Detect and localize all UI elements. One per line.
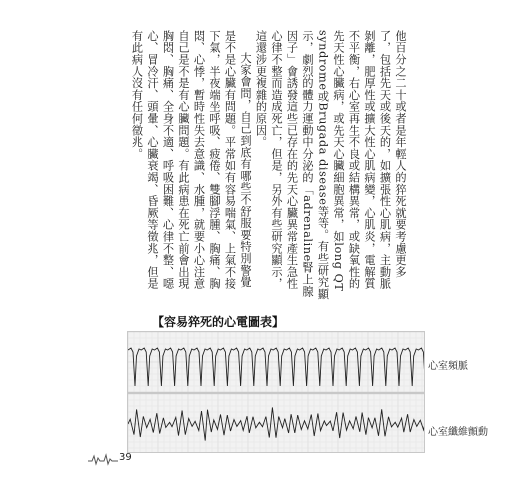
ecg-strip-vf-label: 心室纖維顫動 [428,427,488,438]
paragraph-2: 大家會問，自己到底有哪些不舒服要特別警覺是不是心臟有問題。平常如有容易喘氣、上氣不接下氣，半夜端坐呼吸、疲倦、雙腳浮腫、胸痛、胸悶、心悸，暫時性失去意識、水腫，就要小心注意自己是不是有心臟問題。有此病患在死亡前會出現胸悶、胸痛、全身不適、呼吸困難、心律不整、噁心、冒冷汗、頭暈、心臟衰竭、昏厥等徵兆，但是有此病人沒有任何徵兆。 [130,30,252,290]
body-text [118,30,408,300]
ecg-strip-vt [127,331,425,393]
paragraph-1: 他百分之二十或者是年輕人的猝死就要考慮更多了，包括先天或後天的，如擴張性心肌病，主動脈剝離，肥厚性或擴大性心肌病變，心肌炎，電解質不平衡，右心室再生不良或結構異常，或缺氧性的先天性心臟病，或先天心臟細胞異常，如long QT syndrome或Brugada disease等等。有些研究顯示，劇烈的體力運動中分泌的「adrenaline腎上腺因子」會誘發這些已存在的先天心臟異常產生急性心律不整而造成死亡，但是，另外有些研究顯示，這還涉更複雜的原因。 [254,30,407,300]
figure-caption: 【容易猝死的心電圖表】 [152,315,285,329]
ecg-vf-graph [128,394,424,452]
heartbeat-wave-icon [88,452,118,466]
ecg-vt-graph [128,332,424,392]
ecg-strip-vf [127,393,425,453]
page-number: 39 [119,452,132,463]
ecg-strip-vt-label: 心室頻脈 [428,361,468,372]
ecg-trace [128,348,424,386]
